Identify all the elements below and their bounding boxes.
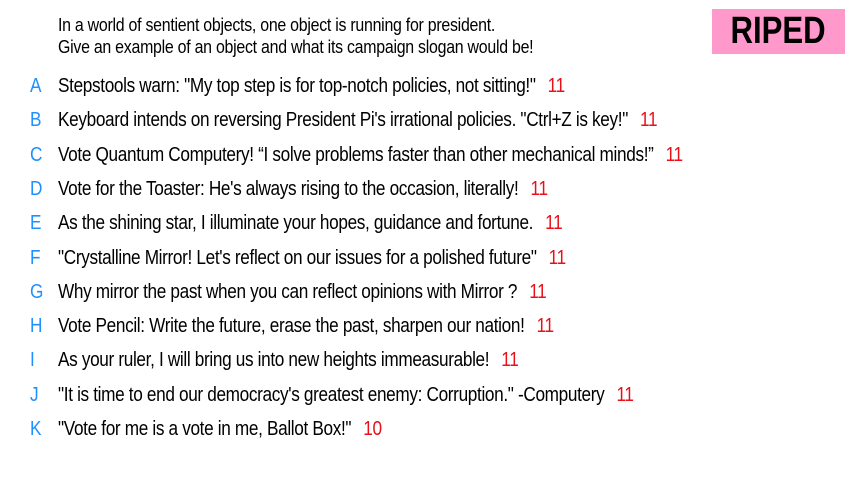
answer-score: 10 <box>363 418 382 440</box>
answer-text: "It is time to end our democracy's greatest enemy: Corruption." -Computery <box>58 383 605 406</box>
answer-score: 11 <box>530 177 548 200</box>
answer-score: 11 <box>547 75 565 97</box>
answer-row[interactable] <box>0 243 853 277</box>
answer-text: "Vote for me is a vote in me, Ballot Box!" <box>58 418 352 440</box>
answer-text: Vote for the Toaster: He's always rising to the occasion, literally! <box>58 177 519 200</box>
answer-score: 11 <box>548 246 566 269</box>
prompt-line-2: Give an example of an object and what its campaign slogan would be! <box>58 36 534 57</box>
answer-row[interactable] <box>0 140 853 174</box>
answer-row[interactable] <box>0 208 853 242</box>
answer-score: 11 <box>545 212 563 235</box>
answer-row[interactable] <box>0 277 853 311</box>
answer-letter: H <box>30 315 43 338</box>
answer-letter: A <box>30 75 42 97</box>
answer-row[interactable] <box>0 174 853 208</box>
prompt-line-1: In a world of sentient objects, one object is running for president. <box>58 14 496 35</box>
answer-row[interactable] <box>0 345 853 379</box>
player-name-badge <box>712 9 845 54</box>
answer-row[interactable] <box>0 71 853 105</box>
answer-row[interactable] <box>0 380 853 414</box>
answer-letter: I <box>30 349 35 372</box>
answer-text: Vote Pencil: Write the future, erase the past, sharpen our nation! <box>58 315 525 338</box>
answer-text: Stepstools warn: "My top step is for top-notch policies, not sitting!" <box>58 75 536 97</box>
answer-row[interactable] <box>0 105 853 139</box>
answer-score: 11 <box>616 383 634 406</box>
answer-letter: F <box>30 246 41 269</box>
answer-letter: D <box>30 177 43 200</box>
answer-score: 11 <box>640 109 658 132</box>
answer-row[interactable] <box>0 311 853 345</box>
answer-score: 11 <box>529 280 547 303</box>
answer-score: 11 <box>536 315 554 338</box>
prompt-question <box>58 14 591 58</box>
answer-text: "Crystalline Mirror! Let's reflect on our issues for a polished future" <box>58 246 537 269</box>
answer-score: 11 <box>501 349 519 372</box>
answer-text: As the shining star, I illuminate your hopes, guidance and fortune. <box>58 212 534 235</box>
player-name-label: RIPED <box>730 10 827 52</box>
answer-text: Vote Quantum Computery! “I solve problems faster than other mechanical minds!” <box>58 143 654 166</box>
answer-letter: K <box>30 418 42 440</box>
answer-letter: G <box>30 280 44 303</box>
answer-text: As your ruler, I will bring us into new heights immeasurable! <box>58 349 490 372</box>
answer-score: 11 <box>665 143 683 166</box>
answer-letter: C <box>30 143 43 166</box>
answer-letter: J <box>30 383 39 406</box>
answer-letter: E <box>30 212 42 235</box>
answer-row[interactable] <box>0 414 853 448</box>
answer-letter: B <box>30 109 42 132</box>
answer-text: Keyboard intends on reversing President Pi's irrational policies. "Ctrl+Z is key!" <box>58 109 628 132</box>
answer-text: Why mirror the past when you can reflect opinions with Mirror ? <box>58 280 518 303</box>
